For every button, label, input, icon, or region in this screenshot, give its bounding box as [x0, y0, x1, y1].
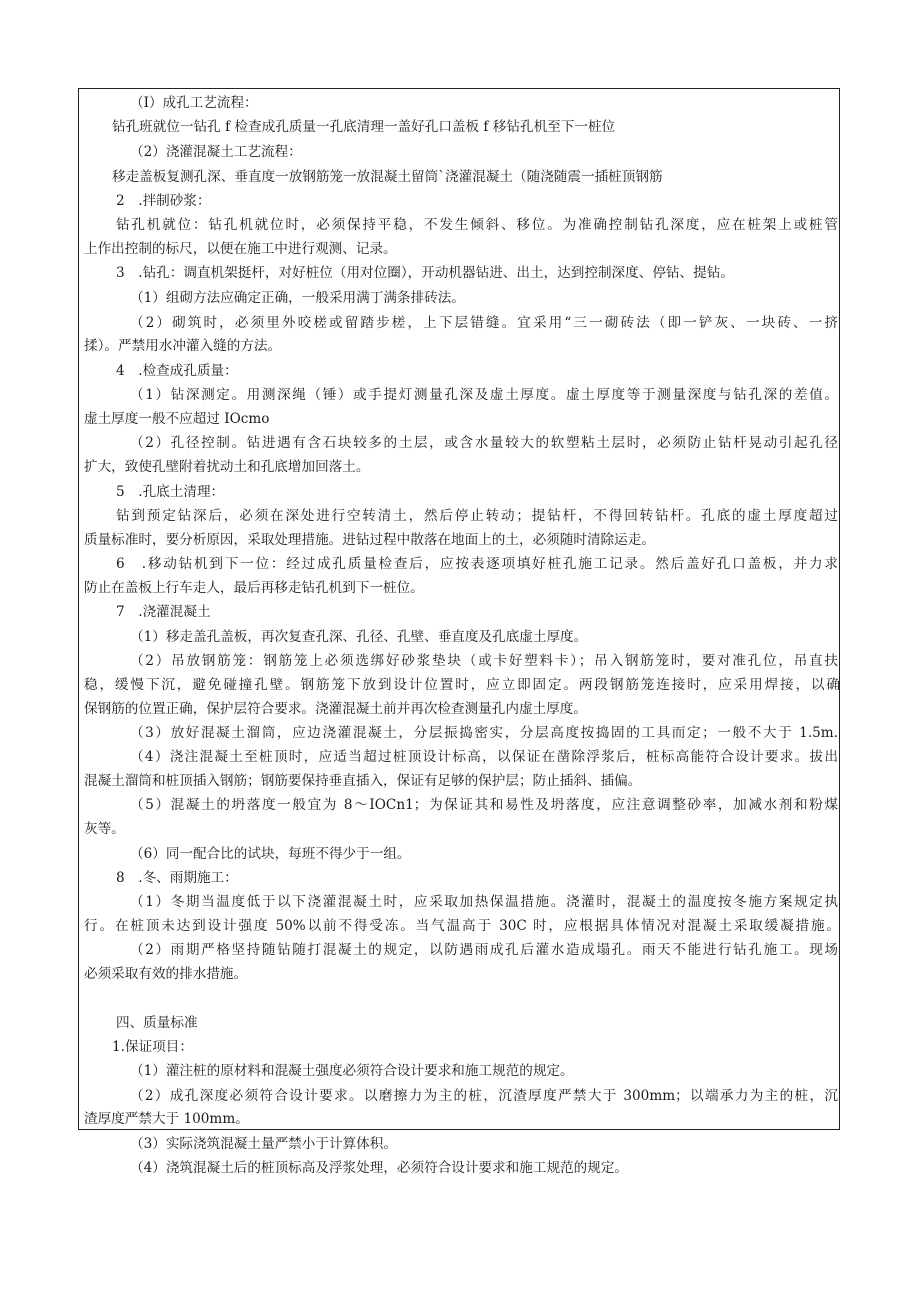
text-line: 2 .拌制砂浆：: [116, 193, 211, 209]
text-line: 3 .钻孔：调直机架挺杆，对好桩位（用对位圈），开动机器钻进、出土，达到控制深度、停钻、提钻。: [116, 265, 734, 281]
text-line: 6 .移动钻机到下一位：经过成孔质量检查后，应按表逐项填好桩孔施工记录。然后盖好孔口盖板，并力求: [116, 556, 838, 572]
text-line: （4）浇注混凝土至桩顶时，应适当超过桩顶设计标高，以保证在凿除浮浆后，桩标高能符合设计要求。拔出: [130, 749, 838, 765]
text-line: （1）移走盖孔盖板，再次复查孔深、孔径、孔壁、垂直度及孔底虚土厚度。: [130, 629, 588, 645]
text-line: （4）浇筑混凝土后的桩顶标高及浮浆处理，必须符合设计要求和施工规范的规定。: [130, 1160, 629, 1176]
text-line: 质量标准时，要分析原因，采取处理措施。进钻过程中散落在地面上的土，必须随时清除运走。: [84, 532, 655, 548]
text-line: （2）砌筑时，必须里外咬槎或留踏步槎，上下层错缝。宜采用“三一砌砖法（即一铲灰、一块砖、一挤: [130, 315, 838, 331]
text-line: 8 .冬、雨期施工：: [116, 870, 238, 886]
text-line: （2）成孔深度必须符合设计要求。以磨擦力为主的桩，沉渣厚度严禁大于 300mm；以端承力为主的桩，沉: [130, 1088, 838, 1104]
text-line: 1.保证项目：: [112, 1039, 193, 1055]
text-line: （3）实际浇筑混凝土量严禁小于计算体积。: [130, 1136, 397, 1152]
text-line: 7 .浇灌混凝土: [116, 604, 211, 620]
text-line: 虚土厚度一般不应超过 IOcmo: [84, 411, 270, 427]
text-line: 4 .检查成孔质量：: [116, 363, 238, 379]
text-line: 必须采取有效的排水措施。: [84, 966, 248, 982]
text-line: （6）同一配合比的试块，每班不得少于一组。: [130, 846, 411, 862]
text-line: （1）冬期当温度低于以下浇灌混凝土时，应采取加热保温措施。浇灌时，混凝土的温度按冬施方案规定执: [130, 894, 838, 910]
text-line: （2）孔径控制。钻进遇有含石块较多的土层，或含水量较大的软塑粘土层时，必须防止钻杆晃动引起孔径: [130, 435, 838, 451]
text-line: （2）吊放钢筋笼：钢筋笼上必须选绑好砂浆垫块（或卡好塑料卡）；吊入钢筋笼时，要对准孔位，吊直扶: [130, 653, 838, 669]
text-line: （2）雨期严格坚持随钻随打混凝土的规定，以防遇雨成孔后灌水造成塌孔。雨天不能进行钻孔施工。现场: [130, 942, 838, 958]
text-line: 渣厚度严禁大于 100mm。: [84, 1111, 249, 1127]
text-line: （5）混凝土的坍落度一般宜为 8～IOCn1；为保证其和易性及坍落度，应注意调整砂率，加减水剂和粉煤: [130, 797, 838, 813]
section-heading: 四、质量标准: [116, 1015, 198, 1031]
text-line: （1）组砌方法应确定正确，一般采用满丁满条排砖法。: [130, 290, 465, 306]
text-line: 揉）。严禁用水冲灌入缝的方法。: [84, 338, 282, 354]
text-line: 稳，缓慢下沉，避免碰撞孔壁。钢筋笼下放到设计位置时，应立即固定。两段钢筋笼连接时，应采用焊接，以确: [84, 677, 840, 693]
text-line: （1）灌注桩的原材料和混凝土强度必须符合设计要求和施工规范的规定。: [130, 1063, 574, 1079]
text-line: 灰等。: [84, 821, 125, 837]
text-line: 钻孔机就位：钻孔机就位时，必须保持平稳，不发生倾斜、移位。为准确控制钻孔深度，应在桩架上或桩管: [116, 217, 838, 233]
text-line: 扩大，致使孔壁附着扰动土和孔底增加回落土。: [84, 459, 370, 475]
text-line: （1）钻深测定。用测深绳（锤）或手提灯测量孔深及虚土厚度。虚土厚度等于测量深度与钻孔深的差值。: [130, 387, 838, 403]
text-line: 混凝土溜筒和桩顶插入钢筋；钢筋要保持垂直插入，保证有足够的保护层；防止插斜、插偏。: [84, 773, 642, 789]
text-line: （2）浇灌混凝土工艺流程：: [130, 144, 302, 160]
text-line: 保钢筋的位置正确，保护层符合要求。浇灌混凝土前并再次检查测量孔内虚土厚度。: [84, 701, 587, 717]
text-line: 上作出控制的标尺，以便在施工中进行观测、记录。: [84, 241, 397, 257]
text-line: 5 .孔底土清理：: [116, 484, 225, 500]
text-line: （3）放好混凝土溜筒，应边浇灌混凝土，分层振捣密实，分层高度按捣固的工具而定；一般不大于 1.5m.: [130, 725, 838, 741]
text-line: 行。在桩顶未达到设计强度 50%以前不得受冻。当气温高于 30C 时，应根据具体情况对混凝土采取缓凝措施。: [84, 918, 840, 934]
text-line: 钻孔班就位一钻孔 f 检查成孔质量一孔底清理一盖好孔口盖板 f 移钻孔机至下一桩位: [112, 119, 616, 135]
text-line: 钻到预定钻深后，必须在深处进行空转清土，然后停止转动；提钻杆，不得回转钻杆。孔底的虚土厚度超过: [116, 508, 838, 524]
text-line: 移走盖板复测孔深、垂直度一放钢筋笼一放混凝土留筒`浇灌混凝土（随浇随震一插桩顶钢筋: [112, 169, 663, 185]
text-line: 防止在盖板上行车走人，最后再移走钻孔机到下一桩位。: [84, 580, 424, 596]
text-line: （I）成孔工艺流程：: [130, 95, 258, 111]
